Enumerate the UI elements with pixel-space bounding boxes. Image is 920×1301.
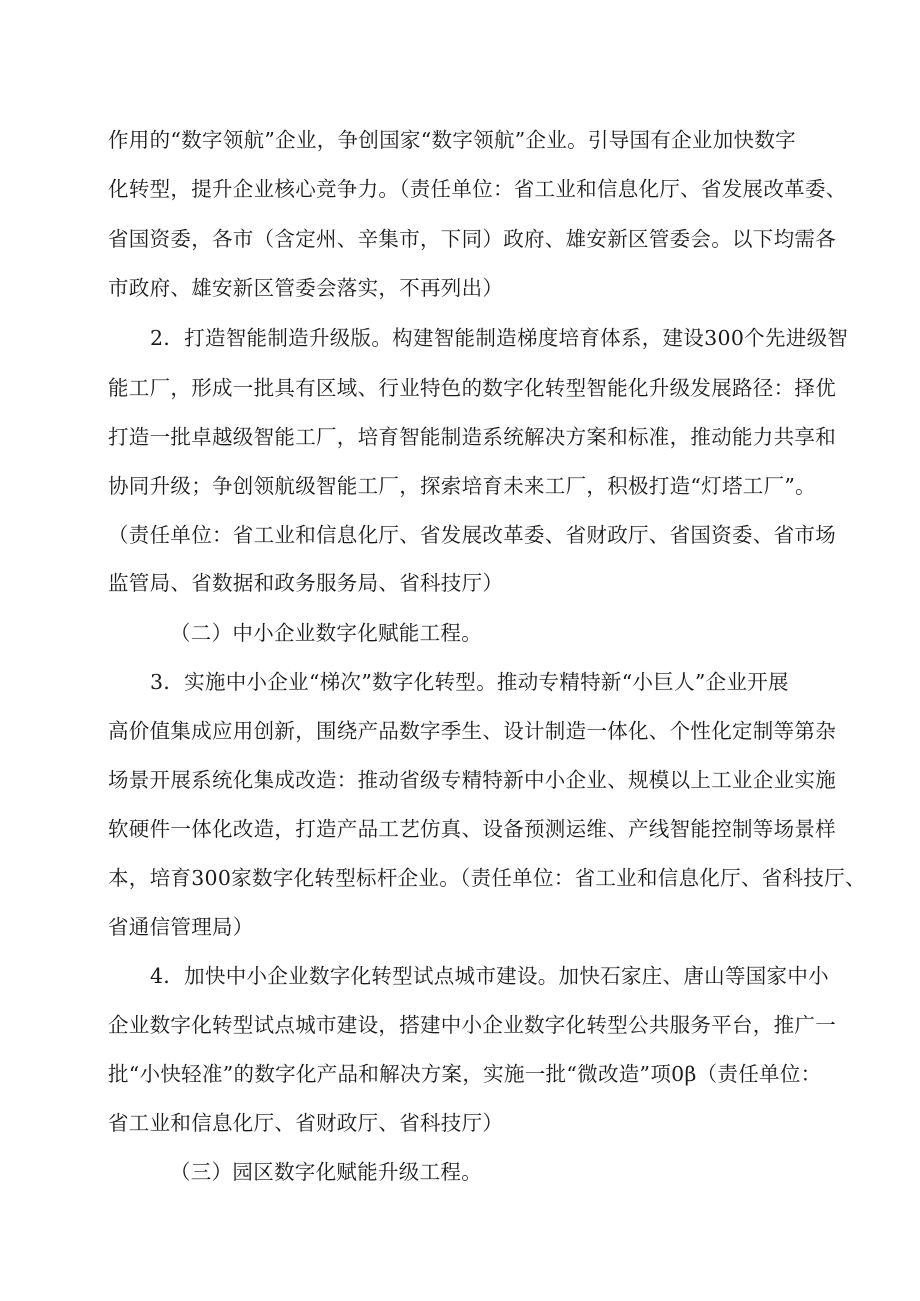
paragraph-line: （责任单位：省工业和信息化厅、省发展改革委、省财政厅、省国资委、省市场 xyxy=(108,523,836,547)
paragraph-line: 场景开展系统化集成改造：推动省级专精特新中小企业、规模以上工业企业实施 xyxy=(108,768,836,792)
paragraph-line: 软硬件一体化改造，打造产品工艺仿真、设备预测运维、产线智能控制等场景样 xyxy=(108,817,836,841)
item-4-title: 4．加快中小企业数字化转型试点城市建设。加快石家庄、唐山等国家中小 xyxy=(150,964,829,988)
paragraph-line: 省工业和信息化厅、省财政厅、省科技厅） xyxy=(108,1111,504,1135)
paragraph-line: 本，培育300家数字化转型标杆企业。（责任单位：省工业和信息化厅、省科技厅、 xyxy=(108,866,866,890)
paragraph-line: 企业数字化转型试点城市建设，搭建中小企业数字化转型公共服务平台，推广一 xyxy=(108,1013,836,1037)
paragraph-line: 打造一批卓越级智能工厂，培育智能制造系统解决方案和标准，推动能力共享和 xyxy=(108,425,836,449)
section-heading-3: （三）园区数字化赋能升级工程。 xyxy=(170,1160,482,1184)
paragraph-line: 省通信管理局） xyxy=(108,915,254,939)
section-heading-2: （二）中小企业数字化赋能工程。 xyxy=(170,621,482,645)
paragraph-line: 化转型，提升企业核心竞争力。（责任单位：省工业和信息化厅、省发展改革委、 xyxy=(108,177,847,201)
paragraph-line: 省国资委，各市（含定州、辛集市，下同）政府、雄安新区管委会。以下均需各 xyxy=(108,227,836,251)
paragraph-line: 批“小快轻准”的数字化产品和解决方案，实施一批“微改造”项0β（责任单位： xyxy=(108,1062,822,1086)
item-3-title: 3．实施中小企业“梯次”数字化转型。推动专精特新“小巨人”企业开展 xyxy=(150,670,789,694)
paragraph-line: 市政府、雄安新区管委会落实，不再列出） xyxy=(108,276,504,300)
paragraph-line: 作用的“数字领航”企业，争创国家“数字领航”企业。引导国有企业加快数字 xyxy=(108,128,796,152)
paragraph-line: 高价值集成应用创新，围绕产品数字季生、设计制造一体化、个性化定制等第杂 xyxy=(108,719,836,743)
item-2-title: 2．打造智能制造升级版。构建智能制造梯度培育体系，建设300个先进级智 xyxy=(150,326,849,350)
paragraph-line: 能工厂，形成一批具有区域、行业特色的数字化转型智能化升级发展路径：择优 xyxy=(108,376,836,400)
paragraph-line: 协同升级；争创领航级智能工厂，探索培育未来工厂，积极打造“灯塔工厂”。 xyxy=(108,474,816,498)
paragraph-line: 监管局、省数据和政务服务局、省科技厅） xyxy=(108,571,504,595)
